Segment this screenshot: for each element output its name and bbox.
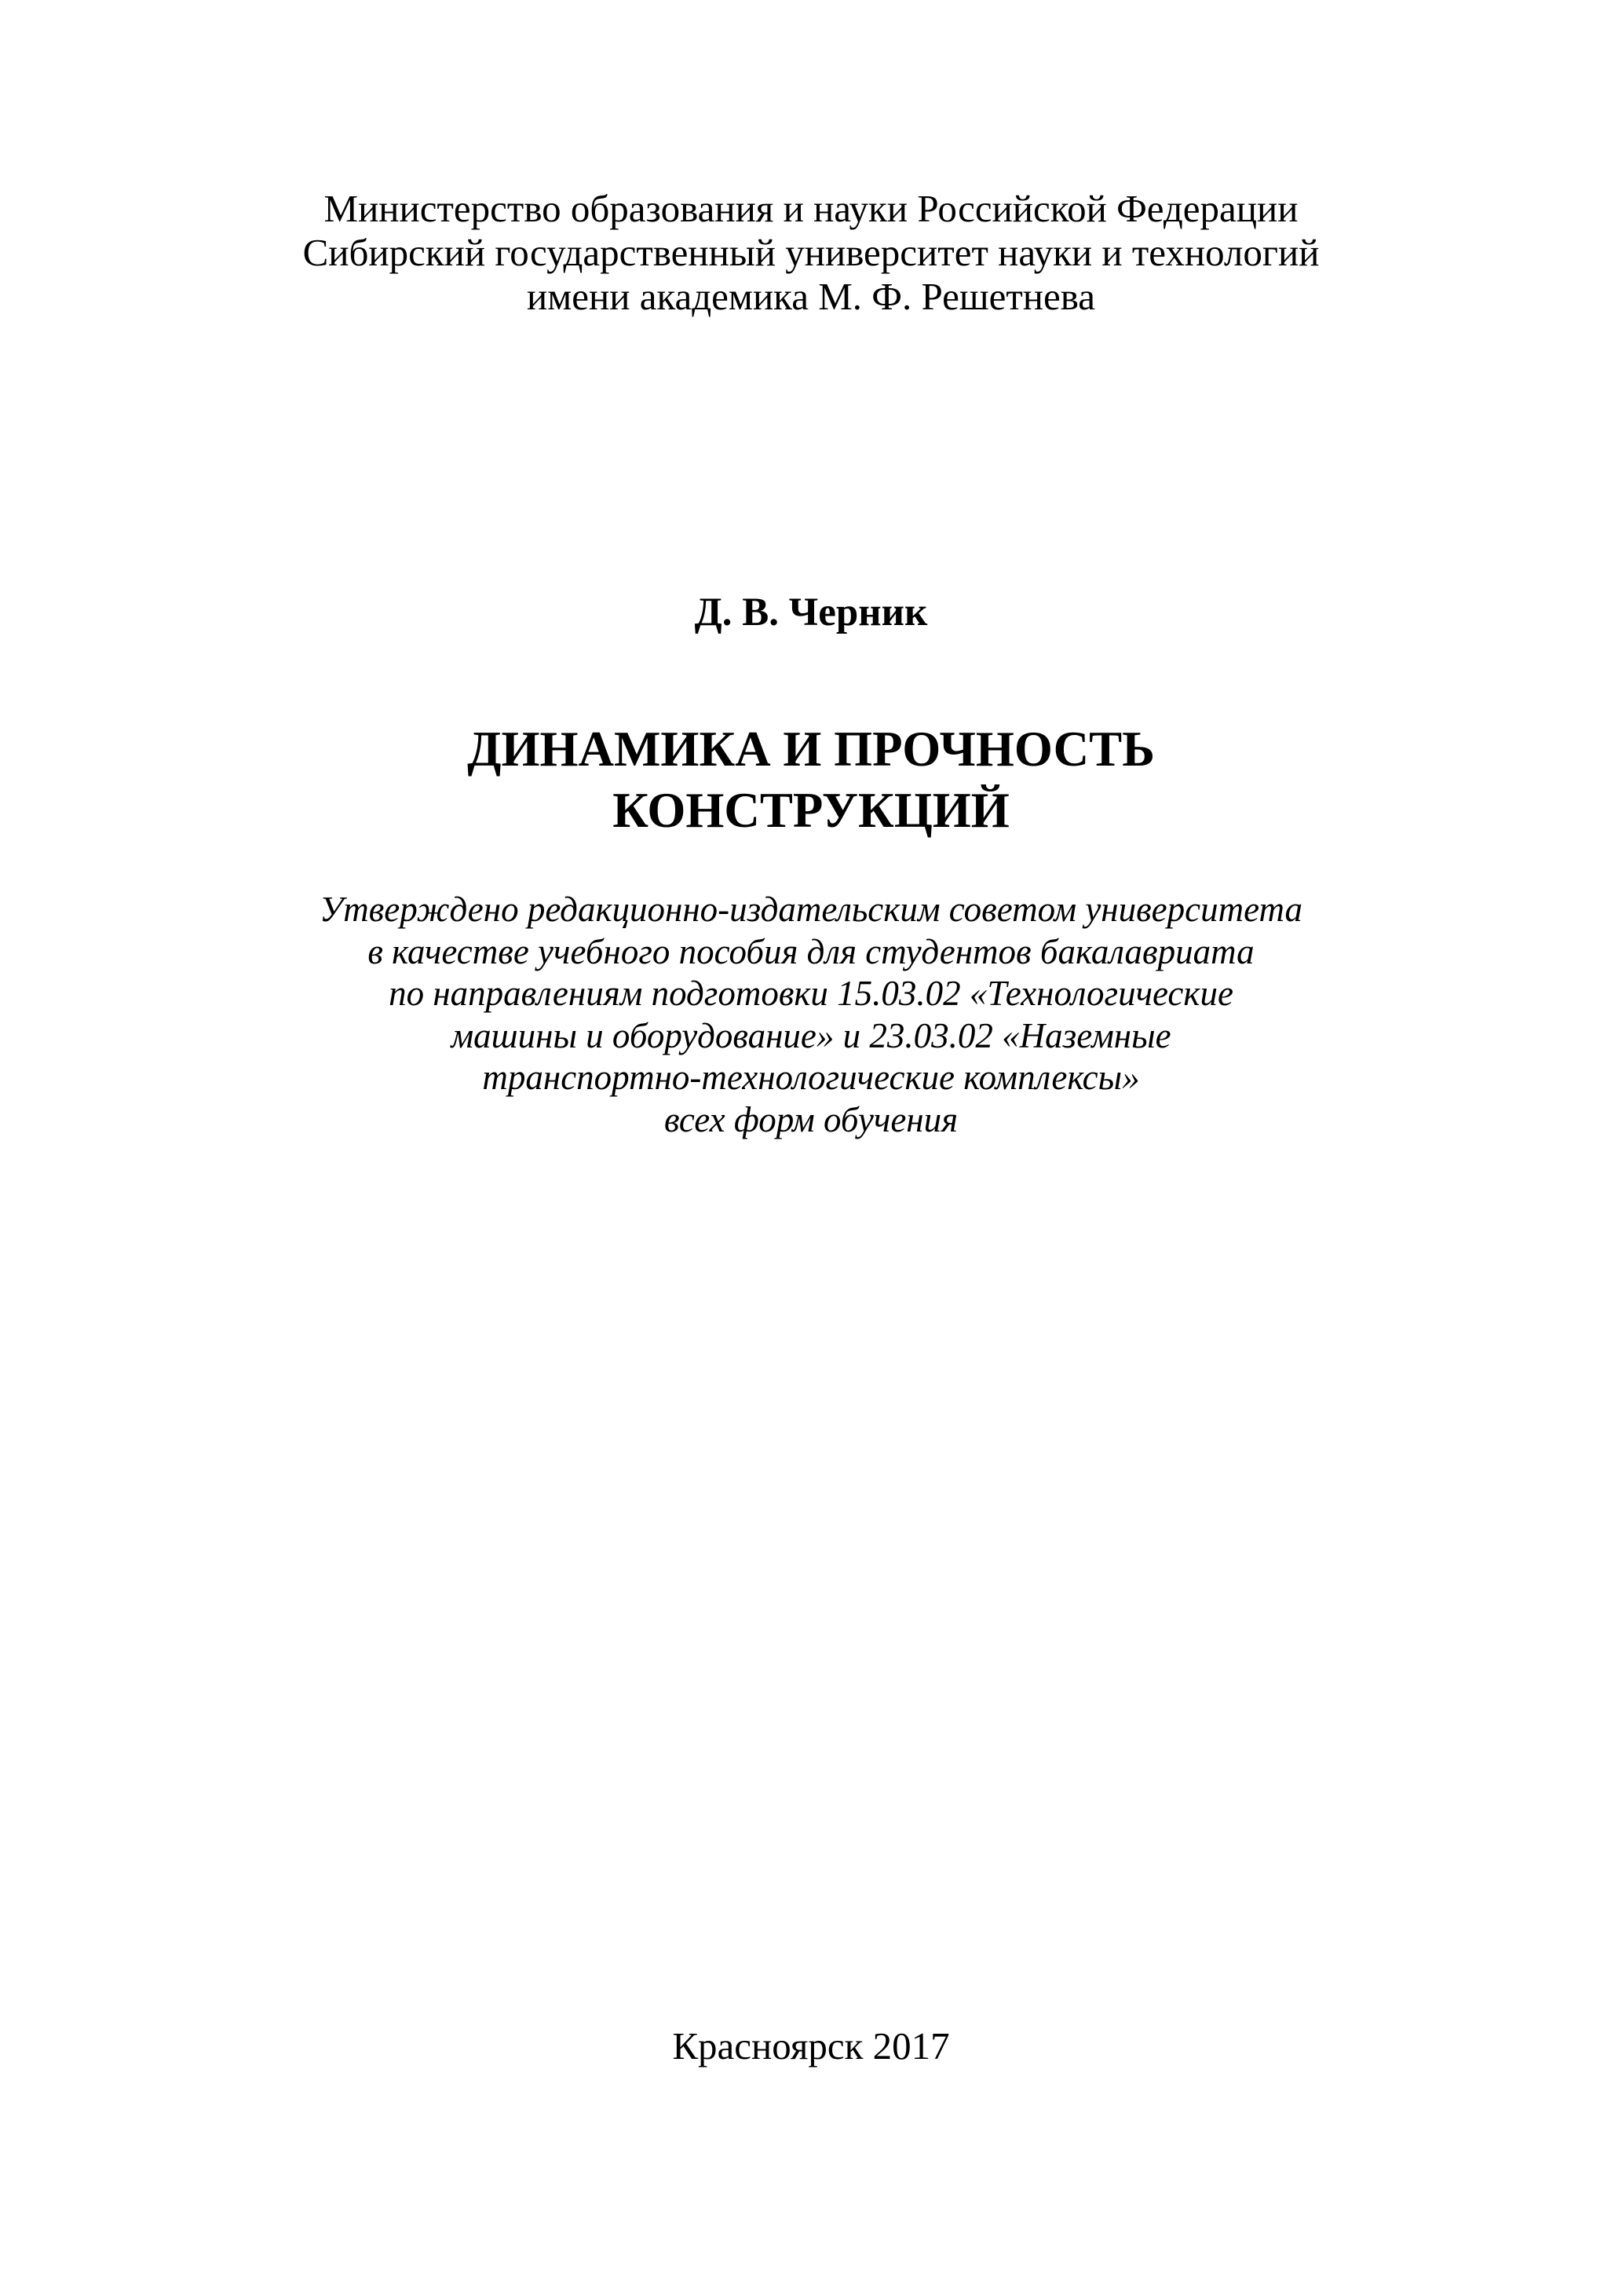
approval-line-6: всех форм обучения [663,1099,959,1139]
approval-line-3: по направлениям подготовки 15.03.02 «Технологические [389,974,1233,1013]
city-year: Красноярск 2017 [672,2024,950,2067]
author-name: Д. В. Черник [694,590,928,634]
book-title-line-2: КОНСТРУКЦИЙ [612,783,1010,838]
approval-statement [0,889,1622,1141]
ministry-line: Министерство образования и науки Российской Федерации [323,187,1299,230]
approval-line-4: машины и оборудование» и 23.03.02 «Наземные [451,1015,1171,1055]
university-name-line: имени академика М. Ф. Решетнева [527,275,1095,318]
approval-line-5: транспортно-технологические комплексы» [482,1058,1140,1097]
approval-line-2: в качестве учебного пособия для студентов бакалавриата [367,931,1255,971]
institution-header [0,187,1622,319]
book-title-line-1: ДИНАМИКА И ПРОЧНОСТЬ [467,722,1155,777]
approval-line-1: Утверждено редакционно-издательским советом университета [319,890,1303,929]
university-line: Сибирский государственный университет науки и технологий [302,231,1320,274]
book-title [0,718,1622,841]
